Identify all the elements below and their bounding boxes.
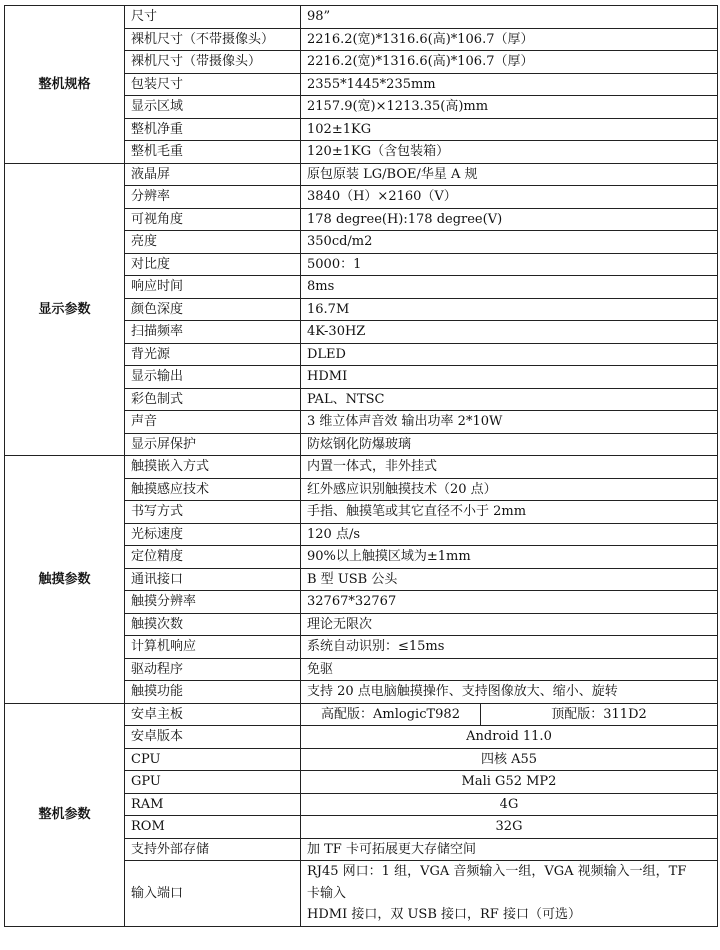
row-value: HDMI — [301, 366, 718, 389]
row-value: 理论无限次 — [301, 613, 718, 636]
row-label: 尺寸 — [125, 6, 301, 29]
row-value: PAL、NTSC — [301, 388, 718, 411]
row-label: 驱动程序 — [125, 658, 301, 681]
row-label: 可视角度 — [125, 208, 301, 231]
value-line: 卡输入 — [307, 885, 347, 901]
row-label: CPU — [125, 748, 301, 771]
row-value: 102±1KG — [301, 118, 718, 141]
row-value: 5000：1 — [301, 253, 718, 276]
row-value-top: 顶配版：311D2 — [481, 703, 718, 726]
row-value: 120 点/s — [301, 523, 718, 546]
row-label: 触摸次数 — [125, 613, 301, 636]
row-value: 手指、触摸笔或其它直径不小于 2mm — [301, 501, 718, 524]
row-value: 2216.2(宽)*1316.6(高)*106.7（厚） — [301, 51, 718, 74]
row-value: 红外感应识别触摸技术（20 点） — [301, 478, 718, 501]
row-value: 3 维立体声音效 输出功率 2*10W — [301, 411, 718, 434]
row-value-multiline — [301, 861, 718, 927]
row-value: 内置一体式，非外挂式 — [301, 456, 718, 479]
row-value: 免驱 — [301, 658, 718, 681]
row-value: 8ms — [301, 276, 718, 299]
row-label: 显示屏保护 — [125, 433, 301, 456]
table-row — [5, 163, 718, 186]
value-line: HDMI 接口，双 USB 接口，RF 接口（可选） — [307, 907, 581, 922]
row-value: 加 TF 卡可拓展更大存储空间 — [301, 838, 718, 861]
row-value: 支持 20 点电脑触摸操作、支持图像放大、缩小、旋转 — [301, 681, 718, 704]
row-label: 分辨率 — [125, 186, 301, 209]
table-row — [5, 703, 718, 726]
row-label: 通讯接口 — [125, 568, 301, 591]
section-title: 整机参数 — [5, 703, 125, 926]
section-title: 整机规格 — [5, 6, 125, 164]
row-value: 系统自动识别：≤15ms — [301, 636, 718, 659]
row-label: 对比度 — [125, 253, 301, 276]
row-label: 触摸功能 — [125, 681, 301, 704]
table-row — [5, 456, 718, 479]
section-title: 显示参数 — [5, 163, 125, 456]
table-row — [5, 6, 718, 29]
row-value: 32767*32767 — [301, 591, 718, 614]
row-value: 2216.2(宽)*1316.6(高)*106.7（厚） — [301, 28, 718, 51]
row-label: 颜色深度 — [125, 298, 301, 321]
row-label: 液晶屏 — [125, 163, 301, 186]
row-label: 背光源 — [125, 343, 301, 366]
row-label: 触摸感应技术 — [125, 478, 301, 501]
row-label: 声音 — [125, 411, 301, 434]
row-value: 4K-30HZ — [301, 321, 718, 344]
row-value-high: 高配版：AmlogicT982 — [301, 703, 481, 726]
row-label: 响应时间 — [125, 276, 301, 299]
row-label: 显示输出 — [125, 366, 301, 389]
row-value: 2355*1445*235mm — [301, 73, 718, 96]
row-label: 计算机响应 — [125, 636, 301, 659]
row-label: 亮度 — [125, 231, 301, 254]
row-label: 书写方式 — [125, 501, 301, 524]
row-value: 四核 A55 — [301, 748, 718, 771]
section-title: 触摸参数 — [5, 456, 125, 704]
row-value: 90%以上触摸区域为±1mm — [301, 546, 718, 569]
row-label: 裸机尺寸（不带摄像头） — [125, 28, 301, 51]
row-label: ROM — [125, 816, 301, 839]
row-label: 定位精度 — [125, 546, 301, 569]
row-value: 4G — [301, 793, 718, 816]
row-value: B 型 USB 公头 — [301, 568, 718, 591]
row-value: Android 11.0 — [301, 726, 718, 749]
row-label: 触摸嵌入方式 — [125, 456, 301, 479]
row-label: 整机毛重 — [125, 141, 301, 164]
row-value: DLED — [301, 343, 718, 366]
row-value: 3840（H）×2160（V） — [301, 186, 718, 209]
row-value: 原包原装 LG/BOE/华星 A 规 — [301, 163, 718, 186]
row-label: GPU — [125, 771, 301, 794]
row-value: 178 degree(H):178 degree(V) — [301, 208, 718, 231]
row-value: 16.7M — [301, 298, 718, 321]
row-label: 安卓主板 — [125, 703, 301, 726]
row-value: 2157.9(宽)×1213.35(高)mm — [301, 96, 718, 119]
row-value: Mali G52 MP2 — [301, 771, 718, 794]
row-label: 触摸分辨率 — [125, 591, 301, 614]
spec-table — [4, 5, 718, 927]
value-line: RJ45 网口：1 组，VGA 音频输入一组，VGA 视频输入一组，TF — [307, 864, 687, 879]
row-label: 包装尺寸 — [125, 73, 301, 96]
row-label: 整机净重 — [125, 118, 301, 141]
row-label: 显示区域 — [125, 96, 301, 119]
row-label: 光标速度 — [125, 523, 301, 546]
row-label: 输入端口 — [125, 861, 301, 927]
row-label: 支持外部存储 — [125, 838, 301, 861]
row-value: 350cd/m2 — [301, 231, 718, 254]
row-label: 彩色制式 — [125, 388, 301, 411]
row-label: 裸机尺寸（带摄像头） — [125, 51, 301, 74]
row-value: 120±1KG（含包装箱） — [301, 141, 718, 164]
row-value: 防炫钢化防爆玻璃 — [301, 433, 718, 456]
row-value: 32G — [301, 816, 718, 839]
row-label: RAM — [125, 793, 301, 816]
row-value: 98” — [301, 6, 718, 29]
row-label: 安卓版本 — [125, 726, 301, 749]
row-label: 扫描频率 — [125, 321, 301, 344]
